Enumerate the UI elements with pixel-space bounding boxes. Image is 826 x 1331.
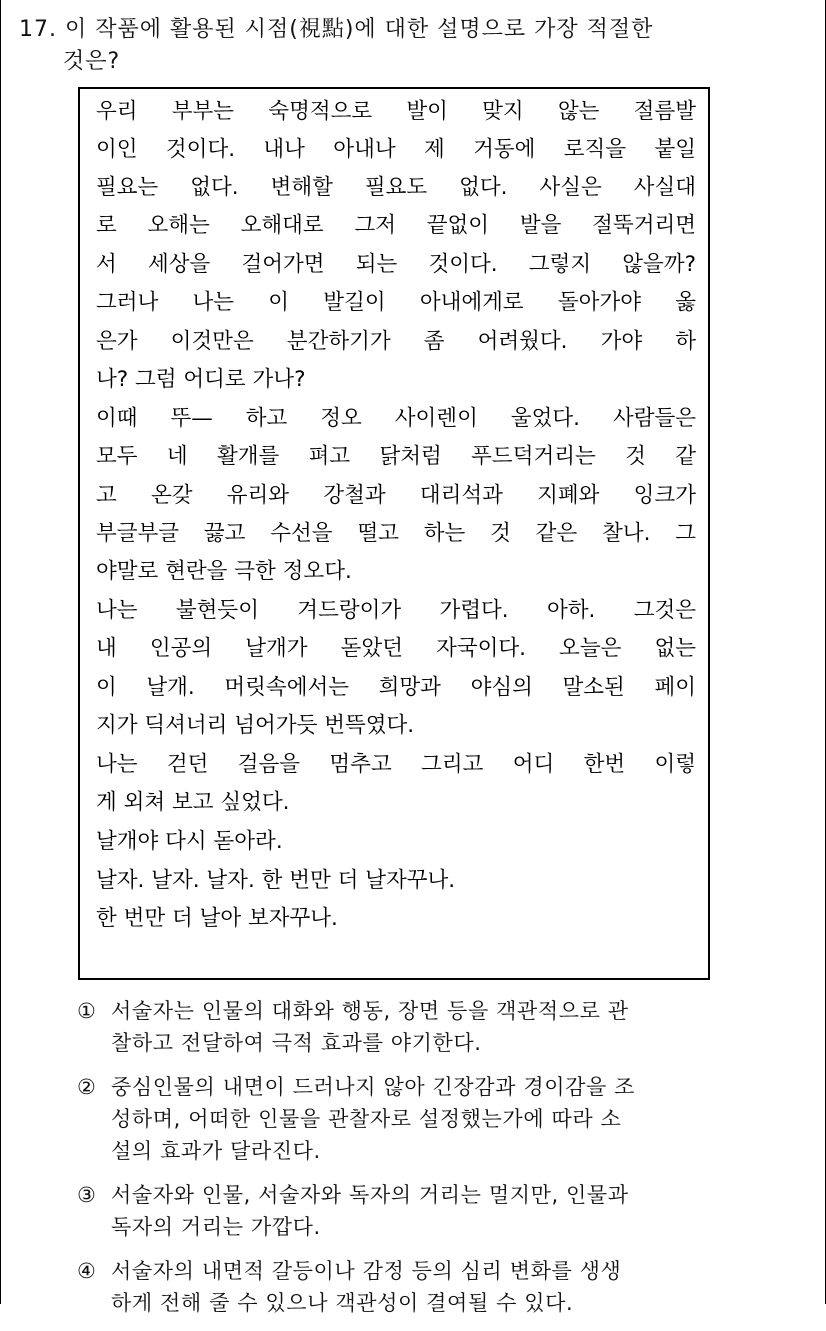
passage-line: 우리 부부는 숙명적으로 발이 맞지 않는 절름발 <box>96 99 696 124</box>
passage-line: 로 오해는 오해대로 그저 끝없이 발을 절뚝거리면 <box>96 213 696 238</box>
choice-text: 서술자는 인물의 대화와 행동, 장면 등을 객관적으로 관 <box>111 999 629 1023</box>
passage-line: 은가 이것만은 분간하기가 좀 어려웠다. 가야 하 <box>96 329 696 354</box>
choice-3[interactable] <box>77 1179 767 1243</box>
choice-number: ① <box>77 999 97 1023</box>
choice-number: ③ <box>77 1183 97 1207</box>
passage-line: 날개야 다시 돋아라. <box>96 829 283 854</box>
passage-line: 부글부글 끓고 수선을 떨고 하는 것 같은 찰나. 그 <box>96 521 696 546</box>
choice-number: ② <box>77 1075 97 1099</box>
choice-text: 설의 효과가 달라진다. <box>111 1139 321 1163</box>
passage-line: 나는 불현듯이 겨드랑이가 가렵다. 아하. 그것은 <box>96 598 696 623</box>
passage-line: 지가 딕셔너리 넘어가듯 번뜩였다. <box>96 713 415 738</box>
choice-text: 성하며, 어떠한 인물을 관찰자로 설정했는가에 따라 소 <box>111 1107 622 1131</box>
choice-2[interactable] <box>77 1071 767 1167</box>
passage-line: 나는 걷던 걸음을 멈추고 그리고 어디 한번 이렇 <box>96 752 696 777</box>
choice-text: 서술자의 내면적 갈등이나 감정 등의 심리 변화를 생생 <box>111 1259 622 1283</box>
choice-text: 하게 전해 줄 수 있으나 객관성이 결여될 수 있다. <box>111 1291 574 1315</box>
passage-line: 서 세상을 걸어가면 되는 것이다. 그렇지 않을까? <box>96 252 696 277</box>
passage-line: 내 인공의 날개가 돋았던 자국이다. 오늘은 없는 <box>96 636 696 661</box>
passage-line: 게 외쳐 보고 싶었다. <box>96 790 290 815</box>
choice-text: 독자의 거리는 가깝다. <box>111 1215 321 1239</box>
question-number: 17. <box>19 17 57 42</box>
passage-line: 이 날개. 머릿속에서는 희망과 야심의 말소된 페이 <box>96 675 696 700</box>
passage-line: 고 온갖 유리와 강철과 대리석과 지폐와 잉크가 <box>96 483 696 508</box>
question-text-line1: 이 작품에 활용된 시점(視點)에 대한 설명으로 가장 적절한 <box>65 17 654 42</box>
passage-line: 날자. 날자. 날자. 한 번만 더 날자꾸나. <box>96 868 456 893</box>
choice-1[interactable] <box>77 995 767 1059</box>
passage-line: 이인 것이다. 내나 아내나 제 거동에 로직을 붙일 <box>96 137 696 162</box>
passage-line: 한 번만 더 날아 보자꾸나. <box>96 906 338 931</box>
question-17 <box>19 14 789 78</box>
passage-box <box>78 87 710 980</box>
passage-line: 필요는 없다. 변해할 필요도 없다. 사실은 사실대 <box>96 175 696 200</box>
choice-number: ④ <box>77 1259 97 1283</box>
choice-4[interactable] <box>77 1255 767 1319</box>
choice-text: 서술자와 인물, 서술자와 독자의 거리는 멀지만, 인물과 <box>111 1183 629 1207</box>
choice-text: 찰하고 전달하여 극적 효과를 야기한다. <box>111 1031 482 1055</box>
passage-line: 그러나 나는 이 발길이 아내에게로 돌아가야 옳 <box>96 290 696 315</box>
passage-line: 야말로 현란을 극한 정오다. <box>96 559 352 584</box>
choice-text: 중심인물의 내면이 드러나지 않아 긴장감과 경이감을 조 <box>111 1075 636 1099</box>
passage-line: 이때 뚜— 하고 정오 사이렌이 울었다. 사람들은 <box>96 406 696 431</box>
question-text-line2: 것은? <box>63 49 121 74</box>
answer-choices <box>77 995 767 1331</box>
passage-line: 나? 그럼 어디로 가나? <box>96 367 306 392</box>
passage-line: 모두 네 활개를 펴고 닭처럼 푸드덕거리는 것 같 <box>96 444 696 469</box>
